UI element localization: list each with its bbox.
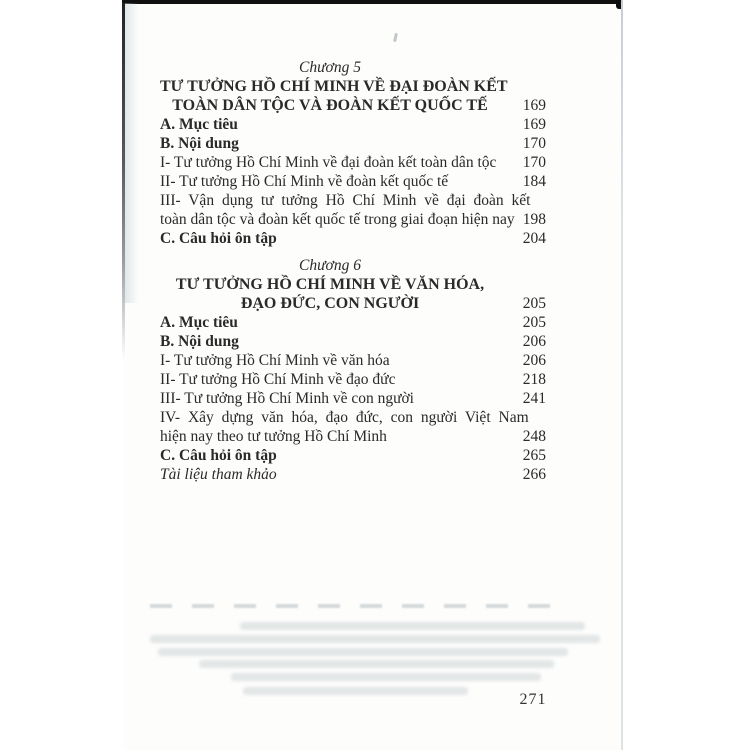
toc-entry-text: A. Mục tiêu <box>160 116 238 133</box>
show-through-text-artifact <box>150 604 570 608</box>
toc-entry-page-number: 198 <box>522 211 546 228</box>
chapter-title-line <box>160 96 546 115</box>
toc-entry <box>160 313 546 332</box>
show-through-text-artifact <box>199 660 554 668</box>
chapter-label <box>160 58 546 77</box>
toc-page-number: 169 <box>522 97 546 114</box>
toc-entry <box>160 370 546 389</box>
chapter-label <box>160 256 546 275</box>
toc-entry <box>160 446 546 465</box>
chapter-label-text: Chương 5 <box>299 59 361 76</box>
toc-entry <box>160 172 546 191</box>
toc-entry-page-number: 206 <box>522 352 546 369</box>
show-through-text-artifact <box>158 648 568 656</box>
toc-entry-text: hiện nay theo tư tưởng Hồ Chí Minh <box>160 428 387 445</box>
toc-entry-page-number: 206 <box>522 333 546 350</box>
toc-entry-text: II- Tư tưởng Hồ Chí Minh về đoàn kết quốc tế <box>160 173 449 190</box>
page-right-edge-line <box>621 0 623 750</box>
toc-entry <box>160 115 546 134</box>
toc-entry-text: IV- Xây dựng văn hóa, đạo đức, con người Việt Nam <box>160 409 529 426</box>
chapter-title-text: TOÀN DÂN TỘC VÀ ĐOÀN KẾT QUỐC TẾ <box>172 97 488 114</box>
toc-entry-page-number: 205 <box>522 314 546 331</box>
toc-entry <box>160 351 546 370</box>
toc-entry-page-number: 266 <box>522 466 546 483</box>
page-number: 271 <box>519 691 547 708</box>
show-through-text-artifact <box>150 635 600 643</box>
show-through-text-artifact <box>243 687 468 695</box>
toc-entry-page-number: 218 <box>522 371 546 388</box>
toc-entry-page-number: 169 <box>522 116 546 133</box>
toc-entry-text: C. Câu hỏi ôn tập <box>160 447 277 464</box>
toc-entry <box>160 191 546 210</box>
toc-entry-page-number: 204 <box>522 230 546 247</box>
toc-entry-text: III- Tư tưởng Hồ Chí Minh về con người <box>160 390 414 407</box>
toc-entry-text: Tài liệu tham khảo <box>160 466 277 483</box>
page-left-edge-halo <box>125 3 139 303</box>
toc-entry-page-number: 170 <box>522 135 546 152</box>
toc-entry <box>160 332 546 351</box>
toc-entry-text: B. Nội dung <box>160 333 239 350</box>
toc-entry-page-number: 170 <box>522 154 546 171</box>
chapter-title-line <box>160 275 546 294</box>
toc-entry <box>160 465 546 484</box>
chapter-title-line <box>160 77 546 96</box>
toc-entry-text: II- Tư tưởng Hồ Chí Minh về đạo đức <box>160 371 396 388</box>
toc-entry <box>160 153 546 172</box>
toc-entry <box>160 134 546 153</box>
chapter-title-text: ĐẠO ĐỨC, CON NGƯỜI <box>240 295 420 312</box>
book-page <box>123 0 623 750</box>
toc-entry-text: C. Câu hỏi ôn tập <box>160 230 277 247</box>
toc-entry-text: III- Vận dụng tư tưởng Hồ Chí Minh về đại đoàn kết <box>160 192 531 209</box>
show-through-text-artifact <box>240 622 585 630</box>
toc-entry-continuation <box>160 210 546 229</box>
toc-entry-page-number: 241 <box>522 390 546 407</box>
toc-entry <box>160 389 546 408</box>
toc-entry <box>160 229 546 248</box>
show-through-text-artifact <box>231 673 541 681</box>
chapter-title-text: TƯ TƯỞNG HỒ CHÍ MINH VỀ VĂN HÓA, <box>175 276 485 293</box>
toc-entry <box>160 408 546 427</box>
chapter-title-text: TƯ TƯỞNG HỒ CHÍ MINH VỀ ĐẠI ĐOÀN KẾT <box>160 78 508 95</box>
chapter-label-text: Chương 6 <box>299 257 361 274</box>
toc-entry-continuation <box>160 427 546 446</box>
toc-entry-text: toàn dân tộc và đoàn kết quốc tế trong giai đoạn hiện nay <box>160 211 515 228</box>
ink-speck <box>393 33 398 42</box>
toc-entry-page-number: 248 <box>522 428 546 445</box>
toc-entry-text: B. Nội dung <box>160 135 239 152</box>
toc-entry-text: A. Mục tiêu <box>160 314 238 331</box>
toc-page-number: 205 <box>522 295 546 312</box>
chapter-title-line <box>160 294 546 313</box>
toc-entry-text: I- Tư tưởng Hồ Chí Minh về văn hóa <box>160 352 390 369</box>
toc-entry-page-number: 265 <box>522 447 546 464</box>
table-of-contents <box>160 58 546 484</box>
toc-entry-text: I- Tư tưởng Hồ Chí Minh về đại đoàn kết toàn dân tộc <box>160 154 497 171</box>
toc-entry-page-number: 184 <box>522 173 546 190</box>
page-top-edge-line <box>122 0 623 4</box>
